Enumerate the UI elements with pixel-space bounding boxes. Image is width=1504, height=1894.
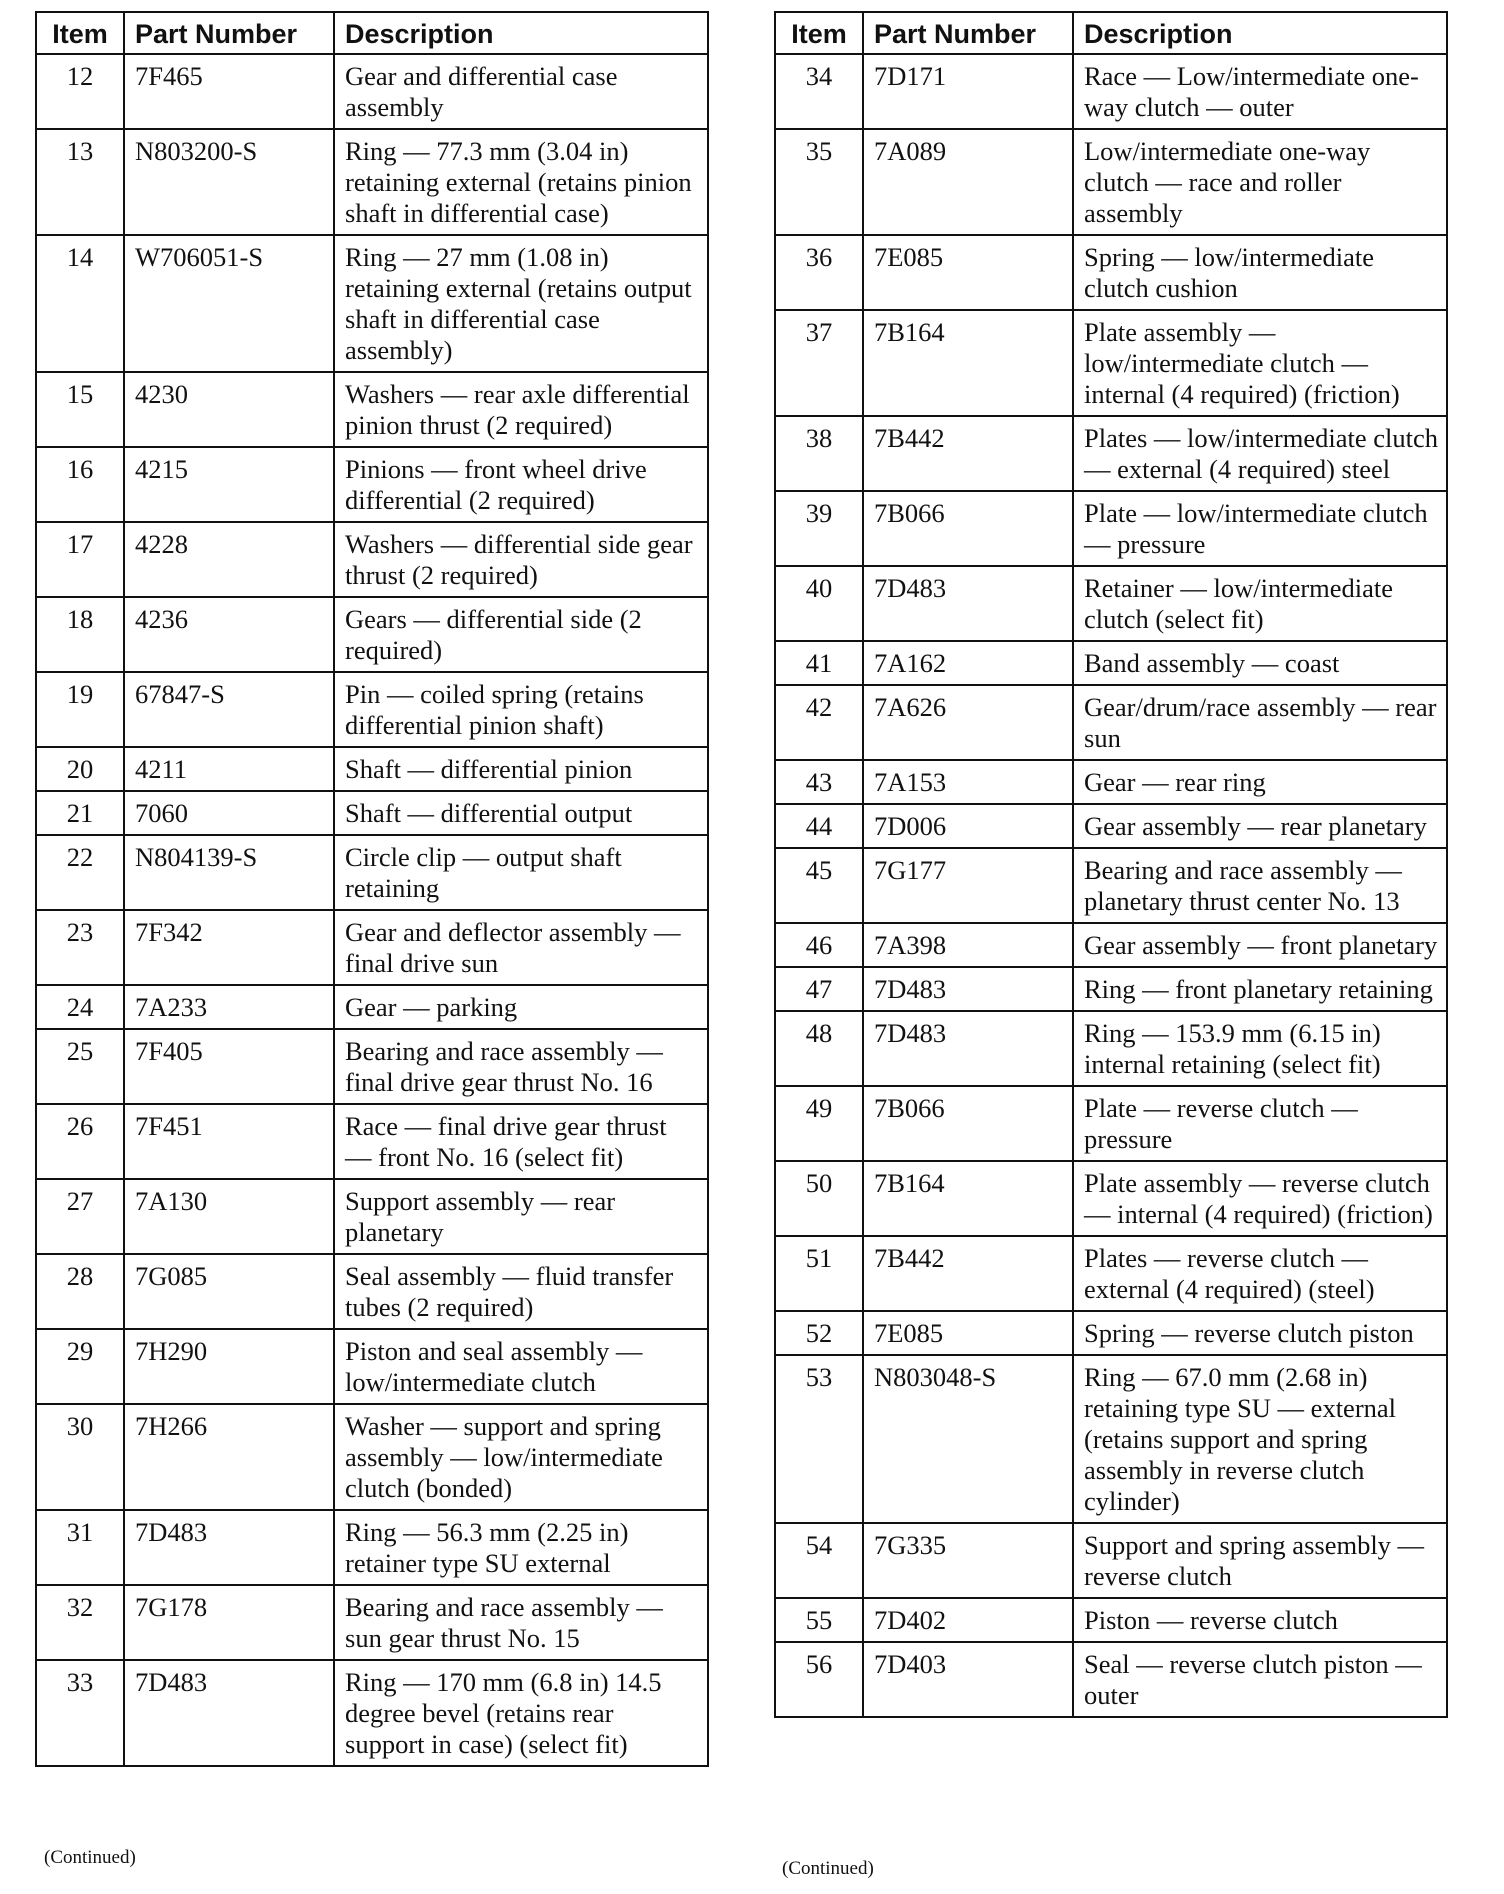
description: Washers — differential side gear thrust (2 required) (334, 522, 708, 597)
part-number: 7D403 (863, 1642, 1073, 1717)
part-number: 4211 (124, 747, 334, 791)
description: Low/intermediate one-way clutch — race and roller assembly (1073, 129, 1447, 235)
part-number: 7A233 (124, 985, 334, 1029)
part-number: 7D171 (863, 54, 1073, 129)
table-row (775, 566, 1447, 641)
table-row (775, 923, 1447, 967)
description: Race — final drive gear thrust — front No. 16 (select fit) (334, 1104, 708, 1179)
part-number: 7D483 (863, 1011, 1073, 1086)
table-row (36, 129, 708, 235)
description: Gears — differential side (2 required) (334, 597, 708, 672)
part-number: W706051-S (124, 235, 334, 372)
table-row (36, 597, 708, 672)
item-number: 37 (775, 310, 863, 416)
item-number: 47 (775, 967, 863, 1011)
item-number: 21 (36, 791, 124, 835)
item-number: 29 (36, 1329, 124, 1404)
item-number: 55 (775, 1598, 863, 1642)
table-row (36, 1329, 708, 1404)
header-item: Item (775, 12, 863, 54)
table-row (36, 747, 708, 791)
parts-table-left (35, 11, 709, 1767)
item-number: 49 (775, 1086, 863, 1161)
part-number: 7G178 (124, 1585, 334, 1660)
description: Ring — 27 mm (1.08 in) retaining external (retains output shaft in differential case assembly) (334, 235, 708, 372)
description: Plate — low/intermediate clutch — pressure (1073, 491, 1447, 566)
table-row (36, 1104, 708, 1179)
header-item: Item (36, 12, 124, 54)
description: Plate assembly — low/intermediate clutch — internal (4 required) (friction) (1073, 310, 1447, 416)
description: Circle clip — output shaft retaining (334, 835, 708, 910)
item-number: 32 (36, 1585, 124, 1660)
description: Plate — reverse clutch — pressure (1073, 1086, 1447, 1161)
continued-note-right: (Continued) (782, 1858, 874, 1879)
table-row (775, 760, 1447, 804)
table-row (36, 835, 708, 910)
description: Pinions — front wheel drive differential (2 required) (334, 447, 708, 522)
table-row (36, 1660, 708, 1766)
header-part-number: Part Number (124, 12, 334, 54)
description: Gear/drum/race assembly — rear sun (1073, 685, 1447, 760)
table-row (775, 1598, 1447, 1642)
part-number: 67847-S (124, 672, 334, 747)
item-number: 52 (775, 1311, 863, 1355)
description: Seal — reverse clutch piston — outer (1073, 1642, 1447, 1717)
part-number: 7G335 (863, 1523, 1073, 1598)
item-number: 51 (775, 1236, 863, 1311)
table-row (36, 910, 708, 985)
table-row (36, 372, 708, 447)
description: Seal assembly — fluid transfer tubes (2 required) (334, 1254, 708, 1329)
table-row (775, 310, 1447, 416)
description: Gear assembly — rear planetary (1073, 804, 1447, 848)
table-row (36, 672, 708, 747)
part-number: 7A153 (863, 760, 1073, 804)
part-number: 7B442 (863, 416, 1073, 491)
part-number: 7D402 (863, 1598, 1073, 1642)
part-number: 7G177 (863, 848, 1073, 923)
part-number: 7H290 (124, 1329, 334, 1404)
item-number: 38 (775, 416, 863, 491)
part-number: 7D483 (124, 1660, 334, 1766)
description: Shaft — differential pinion (334, 747, 708, 791)
item-number: 22 (36, 835, 124, 910)
table-row (36, 1585, 708, 1660)
table-row (36, 1029, 708, 1104)
table-row (775, 1236, 1447, 1311)
item-number: 20 (36, 747, 124, 791)
description: Gear — parking (334, 985, 708, 1029)
table-row (775, 804, 1447, 848)
table-row (775, 129, 1447, 235)
description: Ring — 56.3 mm (2.25 in) retainer type SU external (334, 1510, 708, 1585)
item-number: 44 (775, 804, 863, 848)
part-number: 7B164 (863, 1161, 1073, 1236)
table-row (36, 1510, 708, 1585)
part-number: 7G085 (124, 1254, 334, 1329)
description: Support assembly — rear planetary (334, 1179, 708, 1254)
description: Bearing and race assembly — sun gear thrust No. 15 (334, 1585, 708, 1660)
item-number: 31 (36, 1510, 124, 1585)
item-number: 42 (775, 685, 863, 760)
description: Washer — support and spring assembly — low/intermediate clutch (bonded) (334, 1404, 708, 1510)
description: Piston and seal assembly — low/intermediate clutch (334, 1329, 708, 1404)
header-row (775, 12, 1447, 54)
part-number: 7D483 (863, 967, 1073, 1011)
item-number: 17 (36, 522, 124, 597)
item-number: 50 (775, 1161, 863, 1236)
description: Plate assembly — reverse clutch — internal (4 required) (friction) (1073, 1161, 1447, 1236)
table-row (775, 1642, 1447, 1717)
table-row (775, 1355, 1447, 1523)
item-number: 18 (36, 597, 124, 672)
part-number: 7A398 (863, 923, 1073, 967)
description: Gear and differential case assembly (334, 54, 708, 129)
part-number: 7B442 (863, 1236, 1073, 1311)
part-number: 4236 (124, 597, 334, 672)
table-row (775, 848, 1447, 923)
description: Piston — reverse clutch (1073, 1598, 1447, 1642)
description: Ring — 77.3 mm (3.04 in) retaining external (retains pinion shaft in differential case) (334, 129, 708, 235)
description: Bearing and race assembly — planetary thrust center No. 13 (1073, 848, 1447, 923)
table-row (775, 491, 1447, 566)
description: Ring — 153.9 mm (6.15 in) internal retaining (select fit) (1073, 1011, 1447, 1086)
table-row (775, 1523, 1447, 1598)
part-number: 7D483 (863, 566, 1073, 641)
item-number: 30 (36, 1404, 124, 1510)
table-row (775, 235, 1447, 310)
table-row (36, 1254, 708, 1329)
table-row (775, 54, 1447, 129)
description: Shaft — differential output (334, 791, 708, 835)
item-number: 19 (36, 672, 124, 747)
part-number: 7B066 (863, 491, 1073, 566)
item-number: 41 (775, 641, 863, 685)
item-number: 26 (36, 1104, 124, 1179)
table-row (775, 1011, 1447, 1086)
part-number: 7B164 (863, 310, 1073, 416)
header-description: Description (1073, 12, 1447, 54)
description: Gear assembly — front planetary (1073, 923, 1447, 967)
table-row (775, 416, 1447, 491)
item-number: 35 (775, 129, 863, 235)
item-number: 16 (36, 447, 124, 522)
item-number: 25 (36, 1029, 124, 1104)
table-row (775, 685, 1447, 760)
item-number: 23 (36, 910, 124, 985)
description: Ring — front planetary retaining (1073, 967, 1447, 1011)
description: Washers — rear axle differential pinion thrust (2 required) (334, 372, 708, 447)
header-part-number: Part Number (863, 12, 1073, 54)
parts-table-right (774, 11, 1448, 1718)
table-row (775, 1311, 1447, 1355)
item-number: 33 (36, 1660, 124, 1766)
item-number: 28 (36, 1254, 124, 1329)
part-number: 7F405 (124, 1029, 334, 1104)
part-number: 4215 (124, 447, 334, 522)
item-number: 46 (775, 923, 863, 967)
part-number: 7060 (124, 791, 334, 835)
parts-table-left-body (36, 54, 708, 1766)
description: Plates — reverse clutch — external (4 required) (steel) (1073, 1236, 1447, 1311)
parts-table-right-body (775, 54, 1447, 1717)
part-number: 7E085 (863, 235, 1073, 310)
table-row (775, 967, 1447, 1011)
item-number: 39 (775, 491, 863, 566)
table-row (36, 54, 708, 129)
part-number: 4230 (124, 372, 334, 447)
item-number: 13 (36, 129, 124, 235)
table-row (36, 985, 708, 1029)
part-number: 7A626 (863, 685, 1073, 760)
table-row (36, 522, 708, 597)
description: Retainer — low/intermediate clutch (select fit) (1073, 566, 1447, 641)
description: Spring — reverse clutch piston (1073, 1311, 1447, 1355)
part-number: 4228 (124, 522, 334, 597)
part-number: N803200-S (124, 129, 334, 235)
item-number: 14 (36, 235, 124, 372)
part-number: N803048-S (863, 1355, 1073, 1523)
description: Gear — rear ring (1073, 760, 1447, 804)
item-number: 43 (775, 760, 863, 804)
part-number: 7F342 (124, 910, 334, 985)
item-number: 12 (36, 54, 124, 129)
table-row (775, 1161, 1447, 1236)
item-number: 27 (36, 1179, 124, 1254)
item-number: 45 (775, 848, 863, 923)
table-row (36, 1404, 708, 1510)
header-row (36, 12, 708, 54)
table-row (36, 791, 708, 835)
continued-note-left: (Continued) (44, 1847, 136, 1868)
item-number: 53 (775, 1355, 863, 1523)
item-number: 24 (36, 985, 124, 1029)
description: Band assembly — coast (1073, 641, 1447, 685)
description: Pin — coiled spring (retains differential pinion shaft) (334, 672, 708, 747)
item-number: 40 (775, 566, 863, 641)
table-row (775, 641, 1447, 685)
part-number: 7D483 (124, 1510, 334, 1585)
part-number: 7F465 (124, 54, 334, 129)
part-number: 7F451 (124, 1104, 334, 1179)
part-number: 7E085 (863, 1311, 1073, 1355)
part-number: 7A089 (863, 129, 1073, 235)
item-number: 48 (775, 1011, 863, 1086)
description: Gear and deflector assembly — final drive sun (334, 910, 708, 985)
item-number: 36 (775, 235, 863, 310)
header-description: Description (334, 12, 708, 54)
description: Plates — low/intermediate clutch — external (4 required) steel (1073, 416, 1447, 491)
item-number: 34 (775, 54, 863, 129)
description: Support and spring assembly — reverse clutch (1073, 1523, 1447, 1598)
item-number: 56 (775, 1642, 863, 1717)
description: Spring — low/intermediate clutch cushion (1073, 235, 1447, 310)
part-number: 7A130 (124, 1179, 334, 1254)
table-row (36, 1179, 708, 1254)
part-number: N804139-S (124, 835, 334, 910)
table-row (36, 447, 708, 522)
description: Race — Low/intermediate one-way clutch — outer (1073, 54, 1447, 129)
part-number: 7D006 (863, 804, 1073, 848)
item-number: 15 (36, 372, 124, 447)
description: Ring — 170 mm (6.8 in) 14.5 degree bevel (retains rear support in case) (select fit) (334, 1660, 708, 1766)
description: Ring — 67.0 mm (2.68 in) retaining type SU — external (retains support and spring assembly in reverse clutch cylinder) (1073, 1355, 1447, 1523)
table-row (36, 235, 708, 372)
part-number: 7H266 (124, 1404, 334, 1510)
description: Bearing and race assembly — final drive gear thrust No. 16 (334, 1029, 708, 1104)
item-number: 54 (775, 1523, 863, 1598)
part-number: 7B066 (863, 1086, 1073, 1161)
table-row (775, 1086, 1447, 1161)
part-number: 7A162 (863, 641, 1073, 685)
